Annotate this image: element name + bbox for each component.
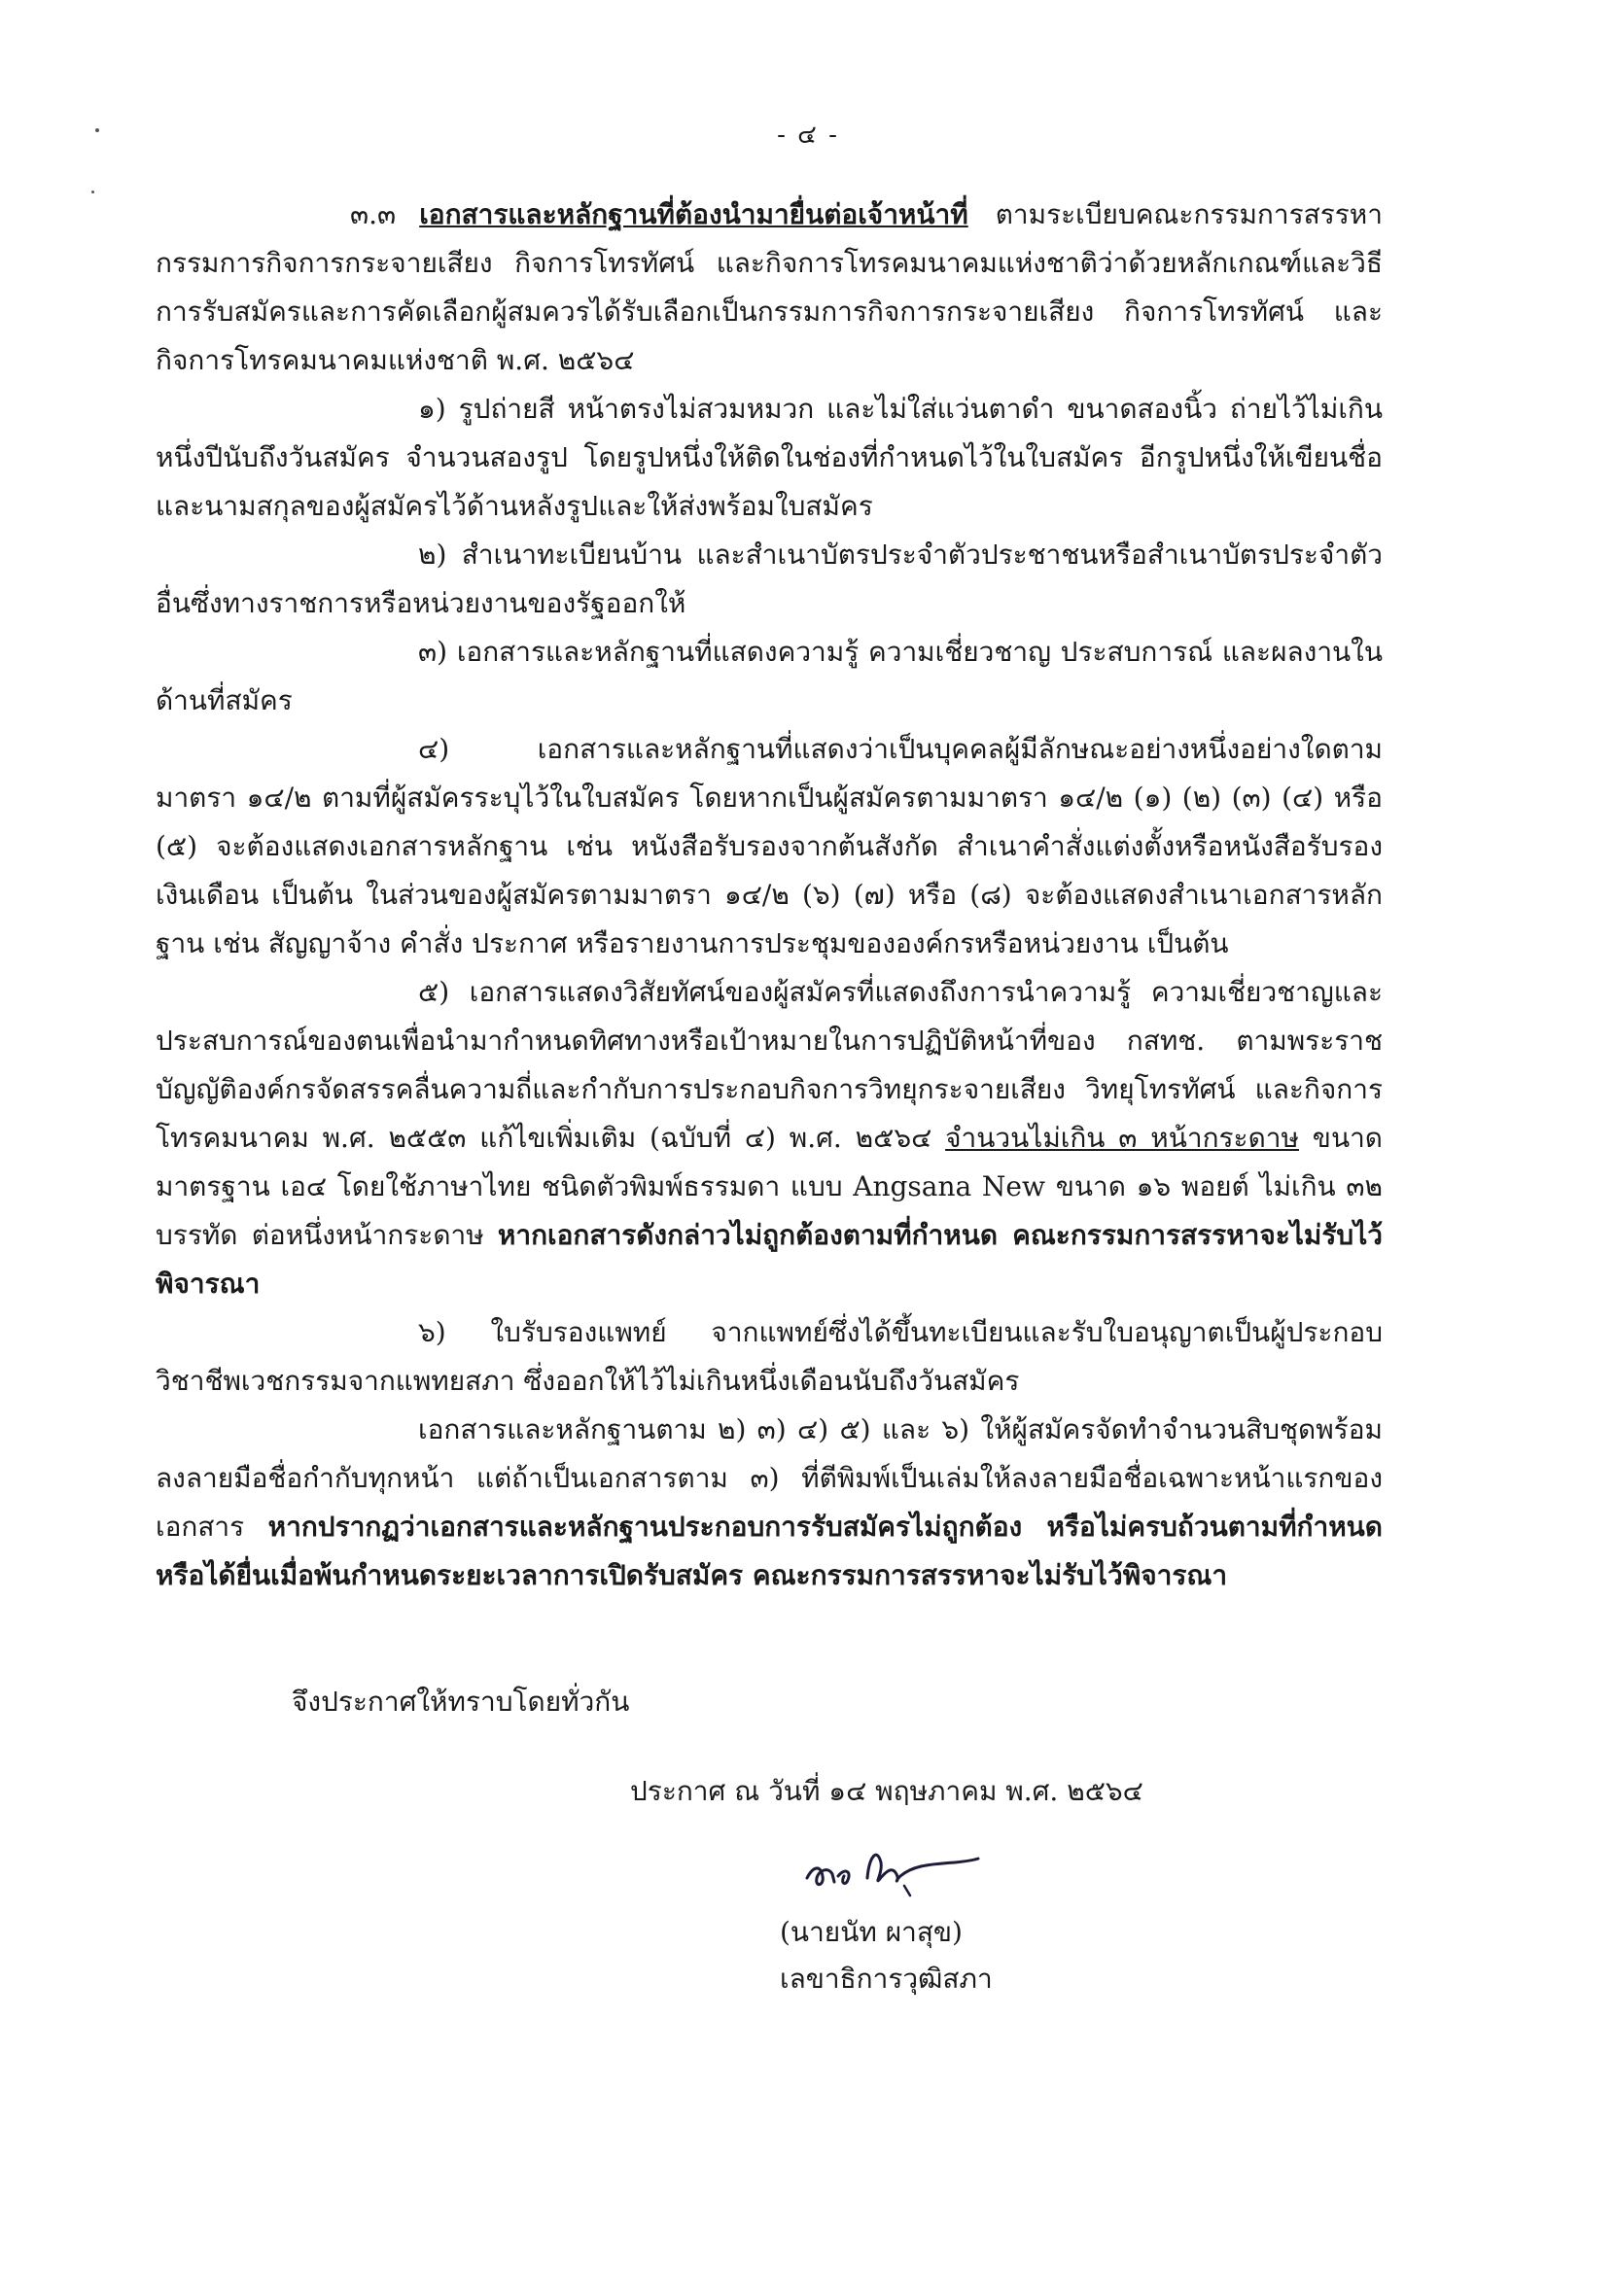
item-4: ๔) เอกสารและหลักฐานที่แสดงว่าเป็นบุคคลผู้มีลักษณะอย่างหนึ่งอย่างใดตามมาตรา ๑๔/๒ ตามที่ผู้สมัครระบุไว้ในใบสมัคร โดยหากเป็นผู้สมัครตามมาตรา ๑๔/๒ (๑) (๒) (๓) (๔) หรือ (๕) จะต้องแสดงเอกสารหลักฐาน เช่น หนังสือรับรองจากต้นสังกัด สำเนาคำสั่งแต่งตั้งหรือหนังสือรับรองเงินเดือน เป็นต้น ในส่วนของผู้สมัครตามมาตรา ๑๔/๒ (๖) (๗) หรือ (๘) จะต้องแสดงสำเนาเอกสารหลักฐาน เช่น สัญญาจ้าง คำสั่ง ประกาศ หรือรายงานการประชุมขององค์กรหรือหน่วยงาน เป็นต้น xyxy=(156,733,1383,959)
summary-text: เอกสารและหลักฐานตาม ๒) ๓) ๔) ๕) และ ๖) ให้ผู้สมัครจัดทำจำนวนสิบชุดพร้อมลงลายมือชื่อกำกับทุกหน้า แต่ถ้าเป็นเอกสารตาม ๓) ที่ตีพิมพ์เป็นเล่มให้ลงลายมือชื่อเฉพาะหน้าแรกของเอกสาร xyxy=(156,1413,1383,1543)
signer-title: เลขาธิการวุฒิสภา xyxy=(780,1963,993,1995)
summary-paragraph xyxy=(156,1406,1383,1600)
item-2: ๒) สำเนาทะเบียนบ้าน และสำเนาบัตรประจำตัวประชาชนหรือสำเนาบัตรประจำตัวอื่นซึ่งทางราชการหรือหน่วยงานของรัฐออกให้ xyxy=(156,539,1383,619)
item-5 xyxy=(156,968,1383,1308)
item-3: ๓) เอกสารและหลักฐานที่แสดงความรู้ ความเชี่ยวชาญ ประสบการณ์ และผลงานในด้านที่สมัคร xyxy=(156,636,1383,716)
page-number: - ๔ - xyxy=(777,121,839,150)
signer-name: (นายนัท ผาสุข) xyxy=(780,1916,963,1948)
scan-speck xyxy=(91,191,94,193)
signature xyxy=(799,1827,994,1905)
item-5-warning: หากเอกสารดังกล่าวไม่ถูกต้องตามที่กำหนด คณะกรรมการสรรหาจะไม่รับไว้พิจารณา xyxy=(156,1219,1383,1300)
section-paragraph xyxy=(156,191,1383,385)
section-number: ๓.๓ xyxy=(350,198,397,230)
summary-warning: หากปรากฏว่าเอกสารและหลักฐานประกอบการรับสมัครไม่ถูกต้อง หรือไม่ครบถ้วนตามที่กำหนด หรือได้ยื่นเมื่อพ้นกำหนดระยะเวลาการเปิดรับสมัคร คณะกรรมการสรรหาจะไม่รับไว้พิจารณา xyxy=(156,1511,1383,1591)
announcement-date: ประกาศ ณ วันที่ ๑๔ พฤษภาคม พ.ศ. ๒๕๖๔ xyxy=(630,1775,1143,1807)
item-5-format: ขนาดมาตรฐาน เอ๔ โดยใช้ภาษาไทย ชนิดตัวพิมพ์ธรรมดา แบบ Angsana New ขนาด ๑๖ พอยต์ ไม่เกิน ๓๒ บรรทัด ต่อหนึ่งหน้ากระดาษ xyxy=(156,1122,1383,1251)
document-body xyxy=(156,191,1383,1600)
item-5-page-limit: จำนวนไม่เกิน ๓ หน้ากระดาษ xyxy=(945,1122,1299,1154)
section-intro: ตามระเบียบคณะกรรมการสรรหากรรมการกิจการกระจายเสียง กิจการโทรทัศน์ และกิจการโทรคมนาคมแห่งชาติว่าด้วยหลักเกณฑ์และวิธีการรับสมัครและการคัดเลือกผู้สมควรได้รับเลือกเป็นกรรมการกิจการกระจายเสียง กิจการโทรทัศน์ และกิจการโทรคมนาคมแห่งชาติ พ.ศ. ๒๕๖๔ xyxy=(156,198,1383,376)
item-6: ๖) ใบรับรองแพทย์ จากแพทย์ซึ่งได้ขึ้นทะเบียนและรับใบอนุญาตเป็นผู้ประกอบวิชาชีพเวชกรรมจากแพทยสภา ซึ่งออกให้ไว้ไม่เกินหนึ่งเดือนนับถึงวันสมัคร xyxy=(156,1316,1383,1397)
section-heading: เอกสารและหลักฐานที่ต้องนำมายื่นต่อเจ้าหน้าที่ xyxy=(419,198,968,230)
closing-statement: จึงประกาศให้ทราบโดยทั่วกัน xyxy=(292,1686,630,1718)
item-1: ๑) รูปถ่ายสี หน้าตรงไม่สวมหมวก และไม่ใส่แว่นตาดำ ขนาดสองนิ้ว ถ่ายไว้ไม่เกินหนึ่งปีนับถึงวันสมัคร จำนวนสองรูป โดยรูปหนึ่งให้ติดในช่องที่กำหนดไว้ในใบสมัคร อีกรูปหนึ่งให้เขียนชื่อและนามสกุลของผู้สมัครไว้ด้านหลังรูปและให้ส่งพร้อมใบสมัคร xyxy=(156,393,1383,522)
item-5-text: ๕) เอกสารแสดงวิสัยทัศน์ของผู้สมัครที่แสดงถึงการนำความรู้ ความเชี่ยวชาญและประสบการณ์ของตนเพื่อนำมากำหนดทิศทางหรือเป้าหมายในการปฏิบัติหน้าที่ของ กสทช. ตามพระราชบัญญัติองค์กรจัดสรรคลื่นความถี่และกำกับการประกอบกิจการวิทยุกระจายเสียง วิทยุโทรทัศน์ และกิจการโทรคมนาคม พ.ศ. ๒๕๕๓ แก้ไขเพิ่มเติม (ฉบับที่ ๔) พ.ศ. ๒๕๖๔ xyxy=(156,976,1383,1154)
